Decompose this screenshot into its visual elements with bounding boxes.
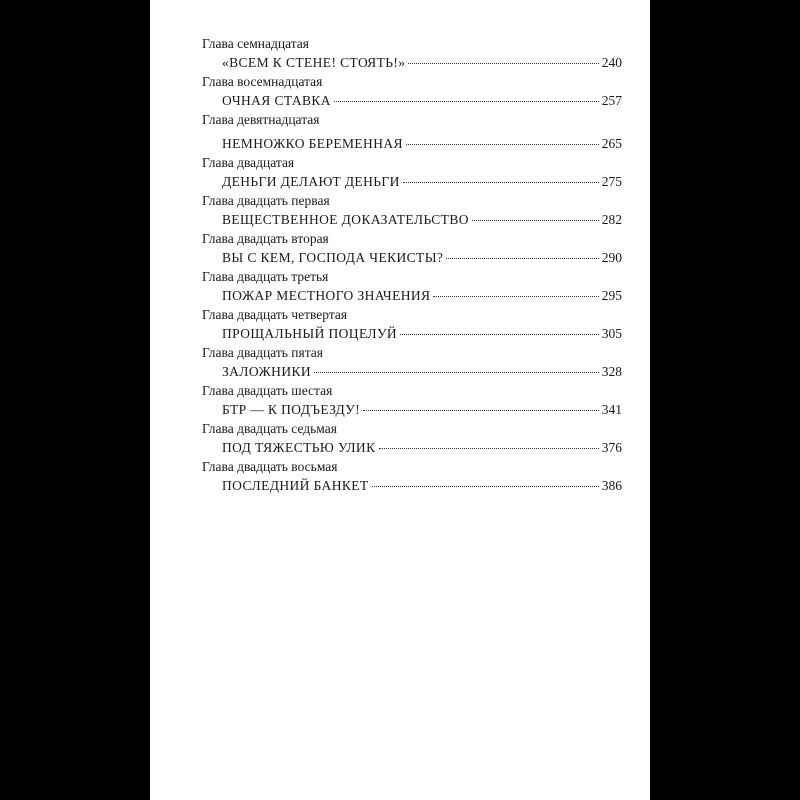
chapter-title: ВЕЩЕСТВЕННОЕ ДОКАЗАТЕЛЬСТВО: [222, 212, 469, 227]
toc-entry-23: [202, 267, 622, 305]
chapter-title-line: [222, 248, 622, 267]
chapter-label: Глава двадцать третья: [202, 269, 329, 284]
toc-entry-26: [202, 381, 622, 419]
page-number: 240: [601, 55, 622, 70]
chapter-title: ПРОЩАЛЬНЫЙ ПОЦЕЛУЙ: [222, 326, 398, 341]
chapter-title-line: [222, 324, 622, 343]
chapter-label: Глава двадцать первая: [202, 193, 330, 208]
page-number: 328: [601, 364, 622, 379]
chapter-title: «ВСЕМ К СТЕНЕ! СТОЯТЬ!»: [222, 55, 406, 70]
dot-leader: [379, 448, 599, 449]
chapter-label: Глава двадцать вторая: [202, 231, 329, 246]
chapter-title-line: [222, 438, 622, 457]
chapter-title-line: [222, 172, 622, 191]
left-black-margin: [0, 0, 150, 800]
chapter-title-line: [222, 286, 622, 305]
toc-entry-21: [202, 191, 622, 229]
chapter-label: Глава семнадцатая: [202, 36, 309, 51]
dot-leader: [433, 296, 598, 297]
page-number: 295: [601, 288, 622, 303]
book-page: [150, 0, 650, 800]
dot-leader: [472, 220, 599, 221]
chapter-label: Глава двадцать четвертая: [202, 307, 348, 322]
chapter-title-line: [222, 400, 622, 419]
page-number: 386: [601, 478, 622, 493]
page-number: 305: [601, 326, 622, 341]
chapter-title-line: [222, 476, 622, 495]
chapter-label: Глава двадцать пятая: [202, 345, 324, 360]
toc-entry-22: [202, 229, 622, 267]
chapter-label: Глава восемнадцатая: [202, 74, 323, 89]
dot-leader: [446, 258, 598, 259]
toc-entry-24: [202, 305, 622, 343]
chapter-label: Глава девятнадцатая: [202, 112, 320, 127]
chapter-title-line: [222, 53, 622, 72]
toc-entry-19: [202, 110, 622, 153]
chapter-title: ВЫ С КЕМ, ГОСПОДА ЧЕКИСТЫ?: [222, 250, 444, 265]
toc-entry-18: [202, 72, 622, 110]
chapter-title: НЕМНОЖКО БЕРЕМЕННАЯ: [222, 136, 403, 151]
right-black-margin: [650, 0, 800, 800]
chapter-title: БТР — К ПОДЪЕЗДУ!: [222, 402, 361, 417]
chapter-label: Глава двадцать шестая: [202, 383, 333, 398]
chapter-label: Глава двадцать седьмая: [202, 421, 337, 436]
chapter-title: ЗАЛОЖНИКИ: [222, 364, 312, 379]
chapter-title: ПОД ТЯЖЕСТЬЮ УЛИК: [222, 440, 376, 455]
chapter-title: ПОЖАР МЕСТНОГО ЗНАЧЕНИЯ: [222, 288, 431, 303]
chapter-label: Глава двадцатая: [202, 155, 295, 170]
dot-leader: [400, 334, 599, 335]
chapter-title-line: [222, 134, 622, 153]
toc-entry-27: [202, 419, 622, 457]
table-of-contents: [202, 34, 622, 495]
dot-leader: [363, 410, 599, 411]
page-number: 290: [601, 250, 622, 265]
page-number: 257: [601, 93, 622, 108]
toc-entry-20: [202, 153, 622, 191]
toc-entry-17: [202, 34, 622, 72]
toc-entry-25: [202, 343, 622, 381]
page-number: 265: [601, 136, 622, 151]
page-number: 282: [601, 212, 622, 227]
page-number: 275: [601, 174, 622, 189]
dot-leader: [408, 63, 598, 64]
chapter-title-line: [222, 91, 622, 110]
page-number: 341: [601, 402, 622, 417]
dot-leader: [406, 144, 599, 145]
chapter-label: Глава двадцать восьмая: [202, 459, 338, 474]
dot-leader: [403, 182, 599, 183]
dot-leader: [334, 101, 599, 102]
dot-leader: [372, 486, 599, 487]
page-number: 376: [601, 440, 622, 455]
chapter-title: ПОСЛЕДНИЙ БАНКЕТ: [222, 478, 369, 493]
chapter-title: ДЕНЬГИ ДЕЛАЮТ ДЕНЬГИ: [222, 174, 400, 189]
toc-entry-28: [202, 457, 622, 495]
dot-leader: [314, 372, 599, 373]
chapter-title-line: [222, 362, 622, 381]
chapter-title-line: [222, 210, 622, 229]
chapter-title: ОЧНАЯ СТАВКА: [222, 93, 331, 108]
